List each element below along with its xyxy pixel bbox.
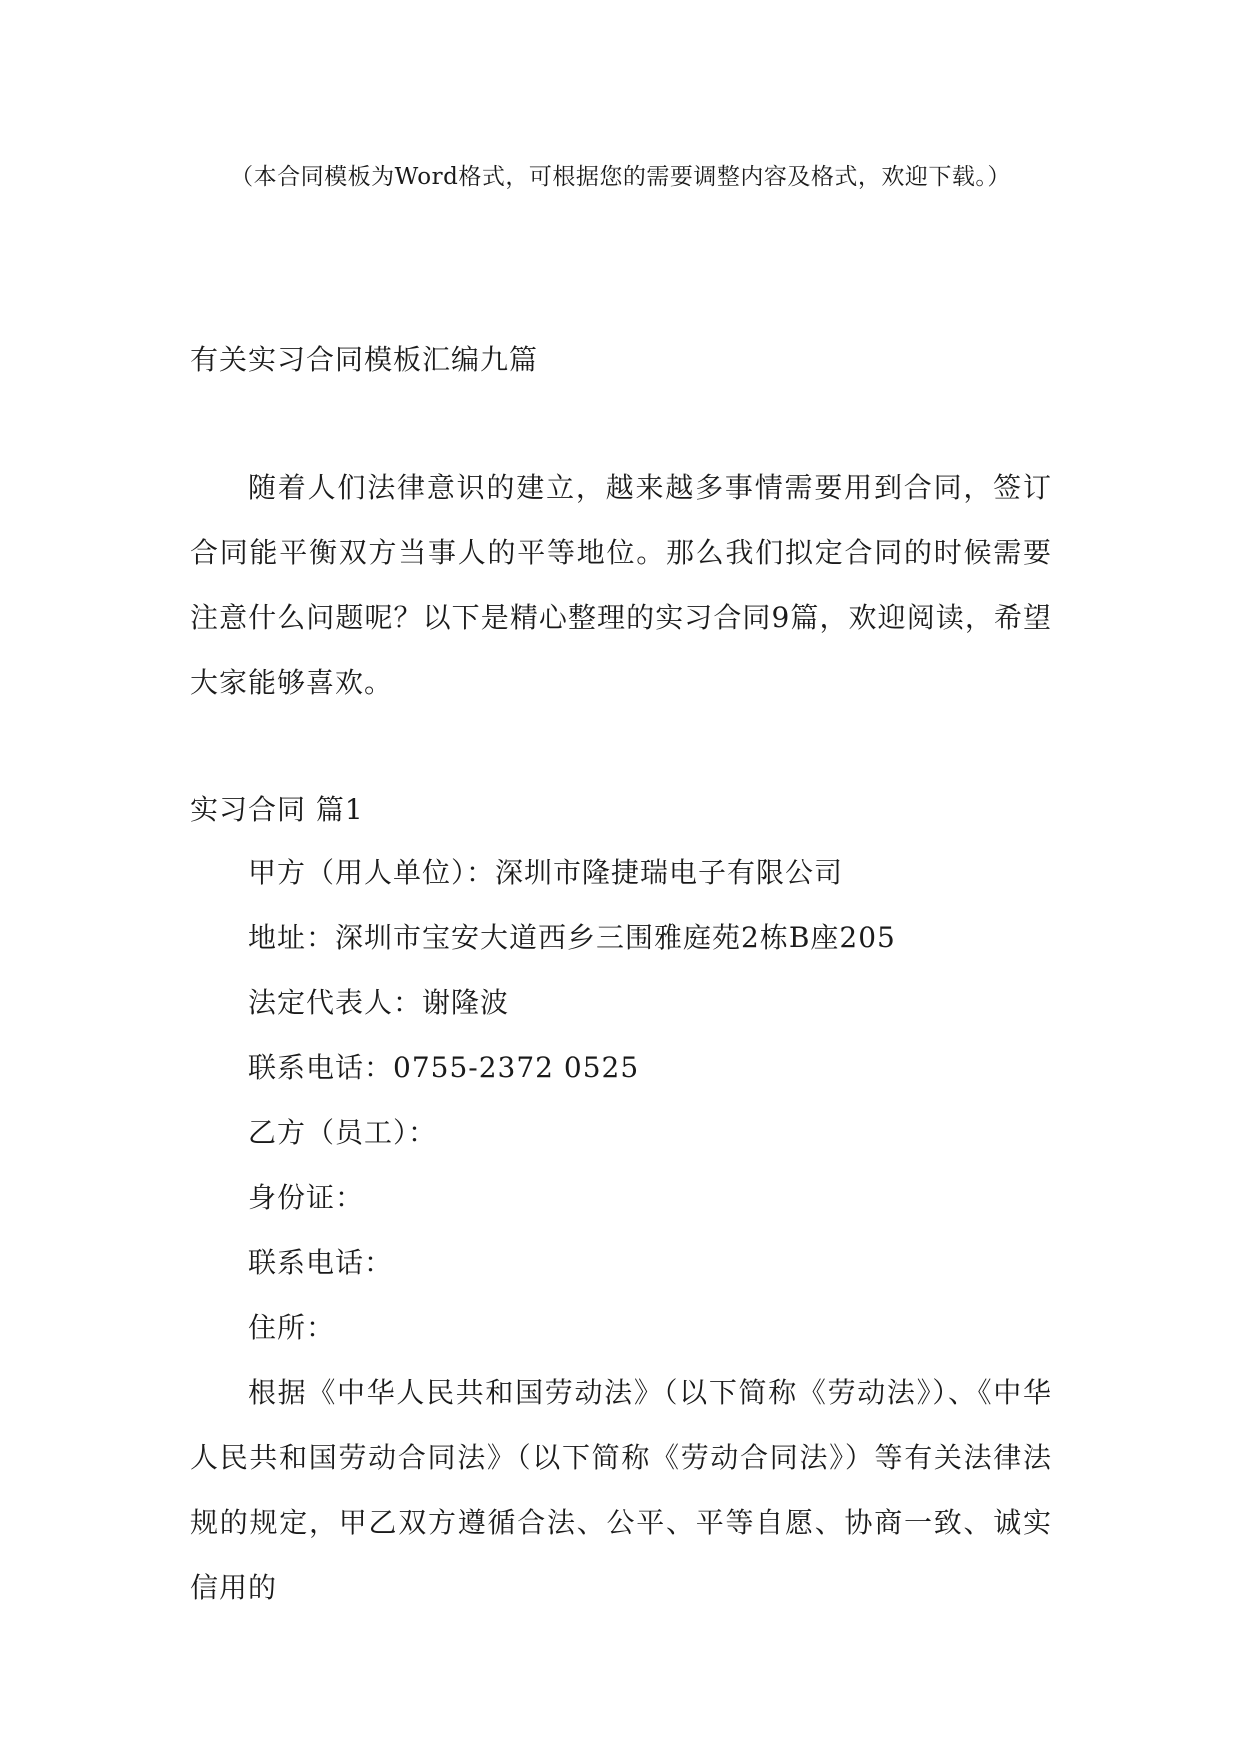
- party-b-name: 乙方（员工）：: [248, 1116, 438, 1149]
- legal-representative: 法定代表人：谢隆波: [248, 986, 510, 1019]
- template-format-note: （本合同模板为Word格式，可根据您的需要调整内容及格式，欢迎下载。）: [230, 164, 1011, 190]
- intro-paragraph: 随着人们法律意识的建立，越来越多事情需要用到合同，签订合同能平衡双方当事人的平等地位。那么我们拟定合同的时候需要注意什么问题呢？以下是精心整理的实习合同9篇，欢迎阅读，希望大家能够喜欢。: [190, 471, 1052, 699]
- party-b-phone: 联系电话：: [248, 1246, 394, 1279]
- section-title: 实习合同 篇1: [190, 793, 364, 826]
- party-a-name: 甲方（用人单位）：深圳市隆捷瑞电子有限公司: [248, 856, 844, 889]
- party-info-list: [248, 840, 896, 1360]
- party-a-phone: 联系电话：0755-2372 0525: [248, 1051, 640, 1084]
- party-b-id: 身份证：: [248, 1181, 365, 1214]
- party-a-address: 地址：深圳市宝安大道西乡三围雅庭苑2栋B座205: [248, 921, 896, 954]
- document-title: 有关实习合同模板汇编九篇: [190, 343, 539, 376]
- legal-basis-paragraph: 根据《中华人民共和国劳动法》（以下简称《劳动法》）、《中华人民共和国劳动合同法》（以下简称《劳动合同法》）等有关法律法规的规定，甲乙双方遵循合法、公平、平等自愿、协商一致、诚实信用的: [190, 1376, 1052, 1604]
- party-b-residence: 住所：: [248, 1311, 336, 1344]
